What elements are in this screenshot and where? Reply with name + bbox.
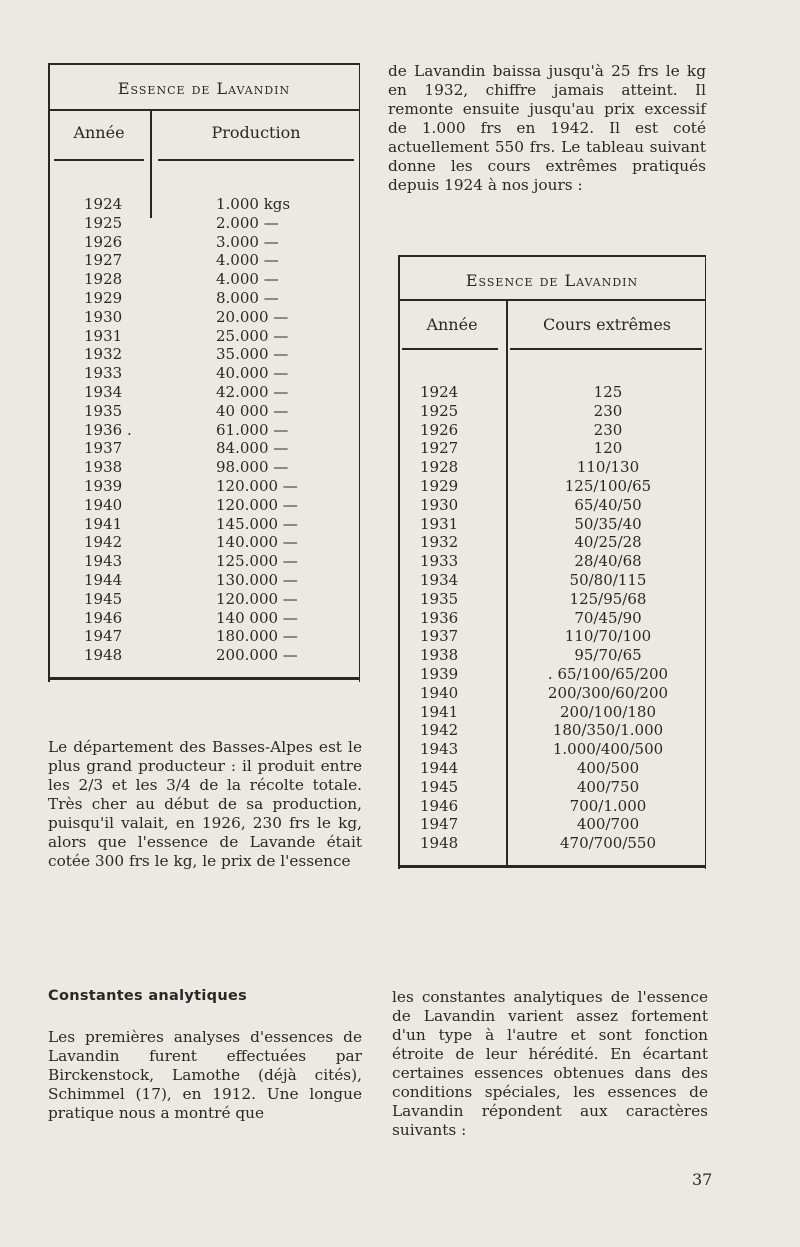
row-year: 1938 [84,458,123,477]
column-header-year: Année [426,315,478,334]
row-year: 1947 [84,627,123,646]
table-row [48,477,360,496]
table-bottom-rule [48,677,360,680]
paragraph-right-top: de Lavandin baissa jusqu'à 25 frs le kg en 1932, chiffre jamais atteint. Il remonte ensuite jusqu'au prix excessif de 1.000 frs en 1942. Il est coté actuellement 550 frs. Le tableau suivant donne les cours extrêmes pratiqués depuis 1924 à nos jours : [388,62,706,194]
row-value: 95/70/65 [574,646,642,665]
paragraph-left-middle: Le département des Basses-Alpes est le plus grand producteur : il produit entre les 2/3 et les 3/4 de la récolte totale. Très cher au début de sa production, puisqu'il valait, en 1926, 230 frs le kg, alors que l'essence de Lavande était cotée 300 frs le kg, le prix de l'essence [48,738,362,870]
row-value: 40.000 — [216,364,289,383]
row-year: 1948 [84,646,123,665]
row-value: 120.000 — [216,495,298,514]
row-value: 42.000 — [216,382,289,401]
row-value: 1.000 kgs [216,195,291,213]
row-value: 1.000/400/500 [552,740,664,759]
header-rule-right [158,159,354,161]
table-row [48,646,360,665]
table-row [48,327,360,346]
section-heading: Constantes analytiques [48,988,248,1004]
table-row [48,233,360,252]
row-year: 1926 [84,232,123,251]
row-value: 125.000 — [216,552,298,571]
row-year: 1932 [84,345,123,364]
row-year: 1948 [420,834,459,853]
row-year: 1945 [84,589,123,608]
table-row [48,571,360,590]
row-year: 1939 [84,476,123,495]
row-value: 140.000 — [216,533,298,552]
row-year: 1944 [84,570,123,589]
row-value: 4.000 — [216,251,279,270]
table-bottom-rule [398,865,706,868]
row-year: 1944 [420,758,459,777]
row-year: 1946 [84,608,123,627]
row-year: 1924 [420,383,459,401]
row-year: 1947 [420,815,459,834]
table-row [48,496,360,515]
table-row [48,609,360,628]
table-row [398,627,706,646]
row-year: 1934 [420,570,459,589]
row-year: 1940 [420,683,459,702]
table-row [398,552,706,571]
row-year: 1924 [84,195,123,213]
row-year: 1931 [84,326,123,345]
row-year: 1926 [420,420,459,439]
table-top-rule [398,255,706,257]
header-rule-left [54,159,144,161]
row-value: 230 [593,401,623,420]
row-year: 1942 [84,533,123,552]
row-value: 125/100/65 [564,476,652,495]
row-value: 110/70/100 [564,627,652,646]
prices-rows [398,383,706,853]
column-header-production: Production [211,123,301,142]
row-year: 1941 [84,514,123,533]
row-year: 1930 [420,495,459,514]
row-value: 200.000 — [216,646,298,665]
table-title: Essence de Lavandin [465,271,639,290]
paragraph-left-bottom: Les premières analyses d'essences de Lavandin furent effectuées par Birckenstock, Lamothe (déjà cités), Schimmel (17), en 1912. Une longue pratique nous a montré que [48,1028,362,1122]
row-year: 1937 [420,627,459,646]
production-rows [48,195,360,665]
table-row [398,533,706,552]
row-year: 1937 [84,439,123,458]
row-year: 1934 [84,382,123,401]
title-rule [398,299,706,301]
row-year: 1931 [420,514,459,533]
row-value: 400/750 [576,777,640,796]
row-value: 110/130 [576,458,640,477]
table-row [48,590,360,609]
table-row [398,439,706,458]
row-year: 1936 [420,608,459,627]
row-year: 1929 [420,476,459,495]
row-value: 120.000 — [216,476,298,495]
row-year: 1927 [420,439,459,458]
row-value: 145.000 — [216,514,298,533]
row-year: 1925 [84,213,123,232]
row-value: 65/40/50 [574,495,642,514]
table-row [48,515,360,534]
row-value: 700/1.000 [569,796,647,815]
row-year: 1928 [420,458,459,477]
table-row [48,289,360,308]
table-row [48,552,360,571]
table-row [398,421,706,440]
table-row [48,421,360,440]
table-row [48,308,360,327]
table-row [48,402,360,421]
header-rule-right [510,348,702,350]
row-year: 1925 [420,401,459,420]
table-row [398,665,706,684]
row-value: 3.000 — [216,232,279,251]
page-number: 37 [692,1170,713,1189]
row-year: 1933 [84,364,123,383]
row-year: 1930 [84,307,123,326]
title-rule [48,109,360,111]
paragraph-right-bottom: les constantes analytiques de l'essence de Lavandin varient assez fortement d'un type à l'autre et sont fonction étroite de leur hérédité. En écartant certaines essences obtenues dans des conditions spéciales, les essences de Lavandin répondent aux caractères suivants : [392,988,708,1139]
row-value: 40 000 — [216,401,289,420]
row-year: 1941 [420,702,459,721]
row-year: 1943 [84,552,123,571]
table-row [48,270,360,289]
prices-table [398,255,706,869]
table-row [398,477,706,496]
column-header-year: Année [73,123,125,142]
row-year: 1939 [420,664,459,683]
table-row [398,815,706,834]
row-value: 125/95/68 [569,589,647,608]
header-rule-left [402,348,498,350]
row-value: 180/350/1.000 [552,721,664,740]
table-row [398,496,706,515]
table-row [48,533,360,552]
row-value: 50/80/115 [569,570,647,589]
row-value: 40/25/28 [574,533,642,552]
row-year: 1938 [420,646,459,665]
row-value: 28/40/68 [574,552,642,571]
row-value: 61.000 — [216,420,289,439]
row-value: 25.000 — [216,326,289,345]
row-value: 50/35/40 [574,514,642,533]
row-year: 1943 [420,740,459,759]
table-row [48,251,360,270]
table-row [398,383,706,402]
table-row [48,627,360,646]
column-header-prices: Cours extrêmes [542,315,671,334]
table-row [398,515,706,534]
row-value: 84.000 — [216,439,289,458]
row-value: 2.000 — [216,213,279,232]
row-year: 1928 [84,270,123,289]
table-row [398,609,706,628]
row-value: 120 [593,439,623,458]
row-value: 200/300/60/200 [547,683,669,702]
row-year: 1929 [84,288,123,307]
table-row [398,458,706,477]
row-year: 1935 [84,401,123,420]
table-row [398,590,706,609]
table-row [48,439,360,458]
row-value: 4.000 — [216,270,279,289]
table-row [398,703,706,722]
table-row [398,646,706,665]
table-row [48,214,360,233]
row-value: 35.000 — [216,345,289,364]
table-top-rule [48,63,360,65]
table-row [398,740,706,759]
production-table [48,63,360,682]
table-row [398,759,706,778]
row-value: 230 [593,420,623,439]
row-year: 1927 [84,251,123,270]
row-year: 1946 [420,796,459,815]
row-year: 1933 [420,552,459,571]
table-row [48,383,360,402]
row-value: 20.000 — [216,307,289,326]
table-row [48,195,360,214]
row-value: 8.000 — [216,288,279,307]
row-year: 1940 [84,495,123,514]
row-value: 180.000 — [216,627,298,646]
table-row [398,797,706,816]
table-row [398,834,706,853]
row-year: 1942 [420,721,459,740]
table-row [398,684,706,703]
row-value: . 65/100/65/200 [547,664,669,683]
row-year: 1945 [420,777,459,796]
row-year: 1936 . [84,420,132,439]
row-year: 1935 [420,589,459,608]
table-row [48,364,360,383]
row-value: 120.000 — [216,589,298,608]
row-value: 140 000 — [216,608,298,627]
table-row [48,458,360,477]
row-value: 98.000 — [216,458,289,477]
row-value: 200/100/180 [560,702,656,721]
table-title: Essence de Lavandin [117,79,291,98]
row-value: 130.000 — [216,570,298,589]
table-row [398,778,706,797]
table-row [398,402,706,421]
table-row [398,721,706,740]
row-value: 400/700 [576,815,640,834]
row-year: 1932 [420,533,459,552]
row-value: 70/45/90 [574,608,642,627]
table-row [48,345,360,364]
table-row [398,571,706,590]
row-value: 400/500 [576,758,640,777]
row-value: 470/700/550 [560,834,656,853]
row-value: 125 [593,383,623,401]
